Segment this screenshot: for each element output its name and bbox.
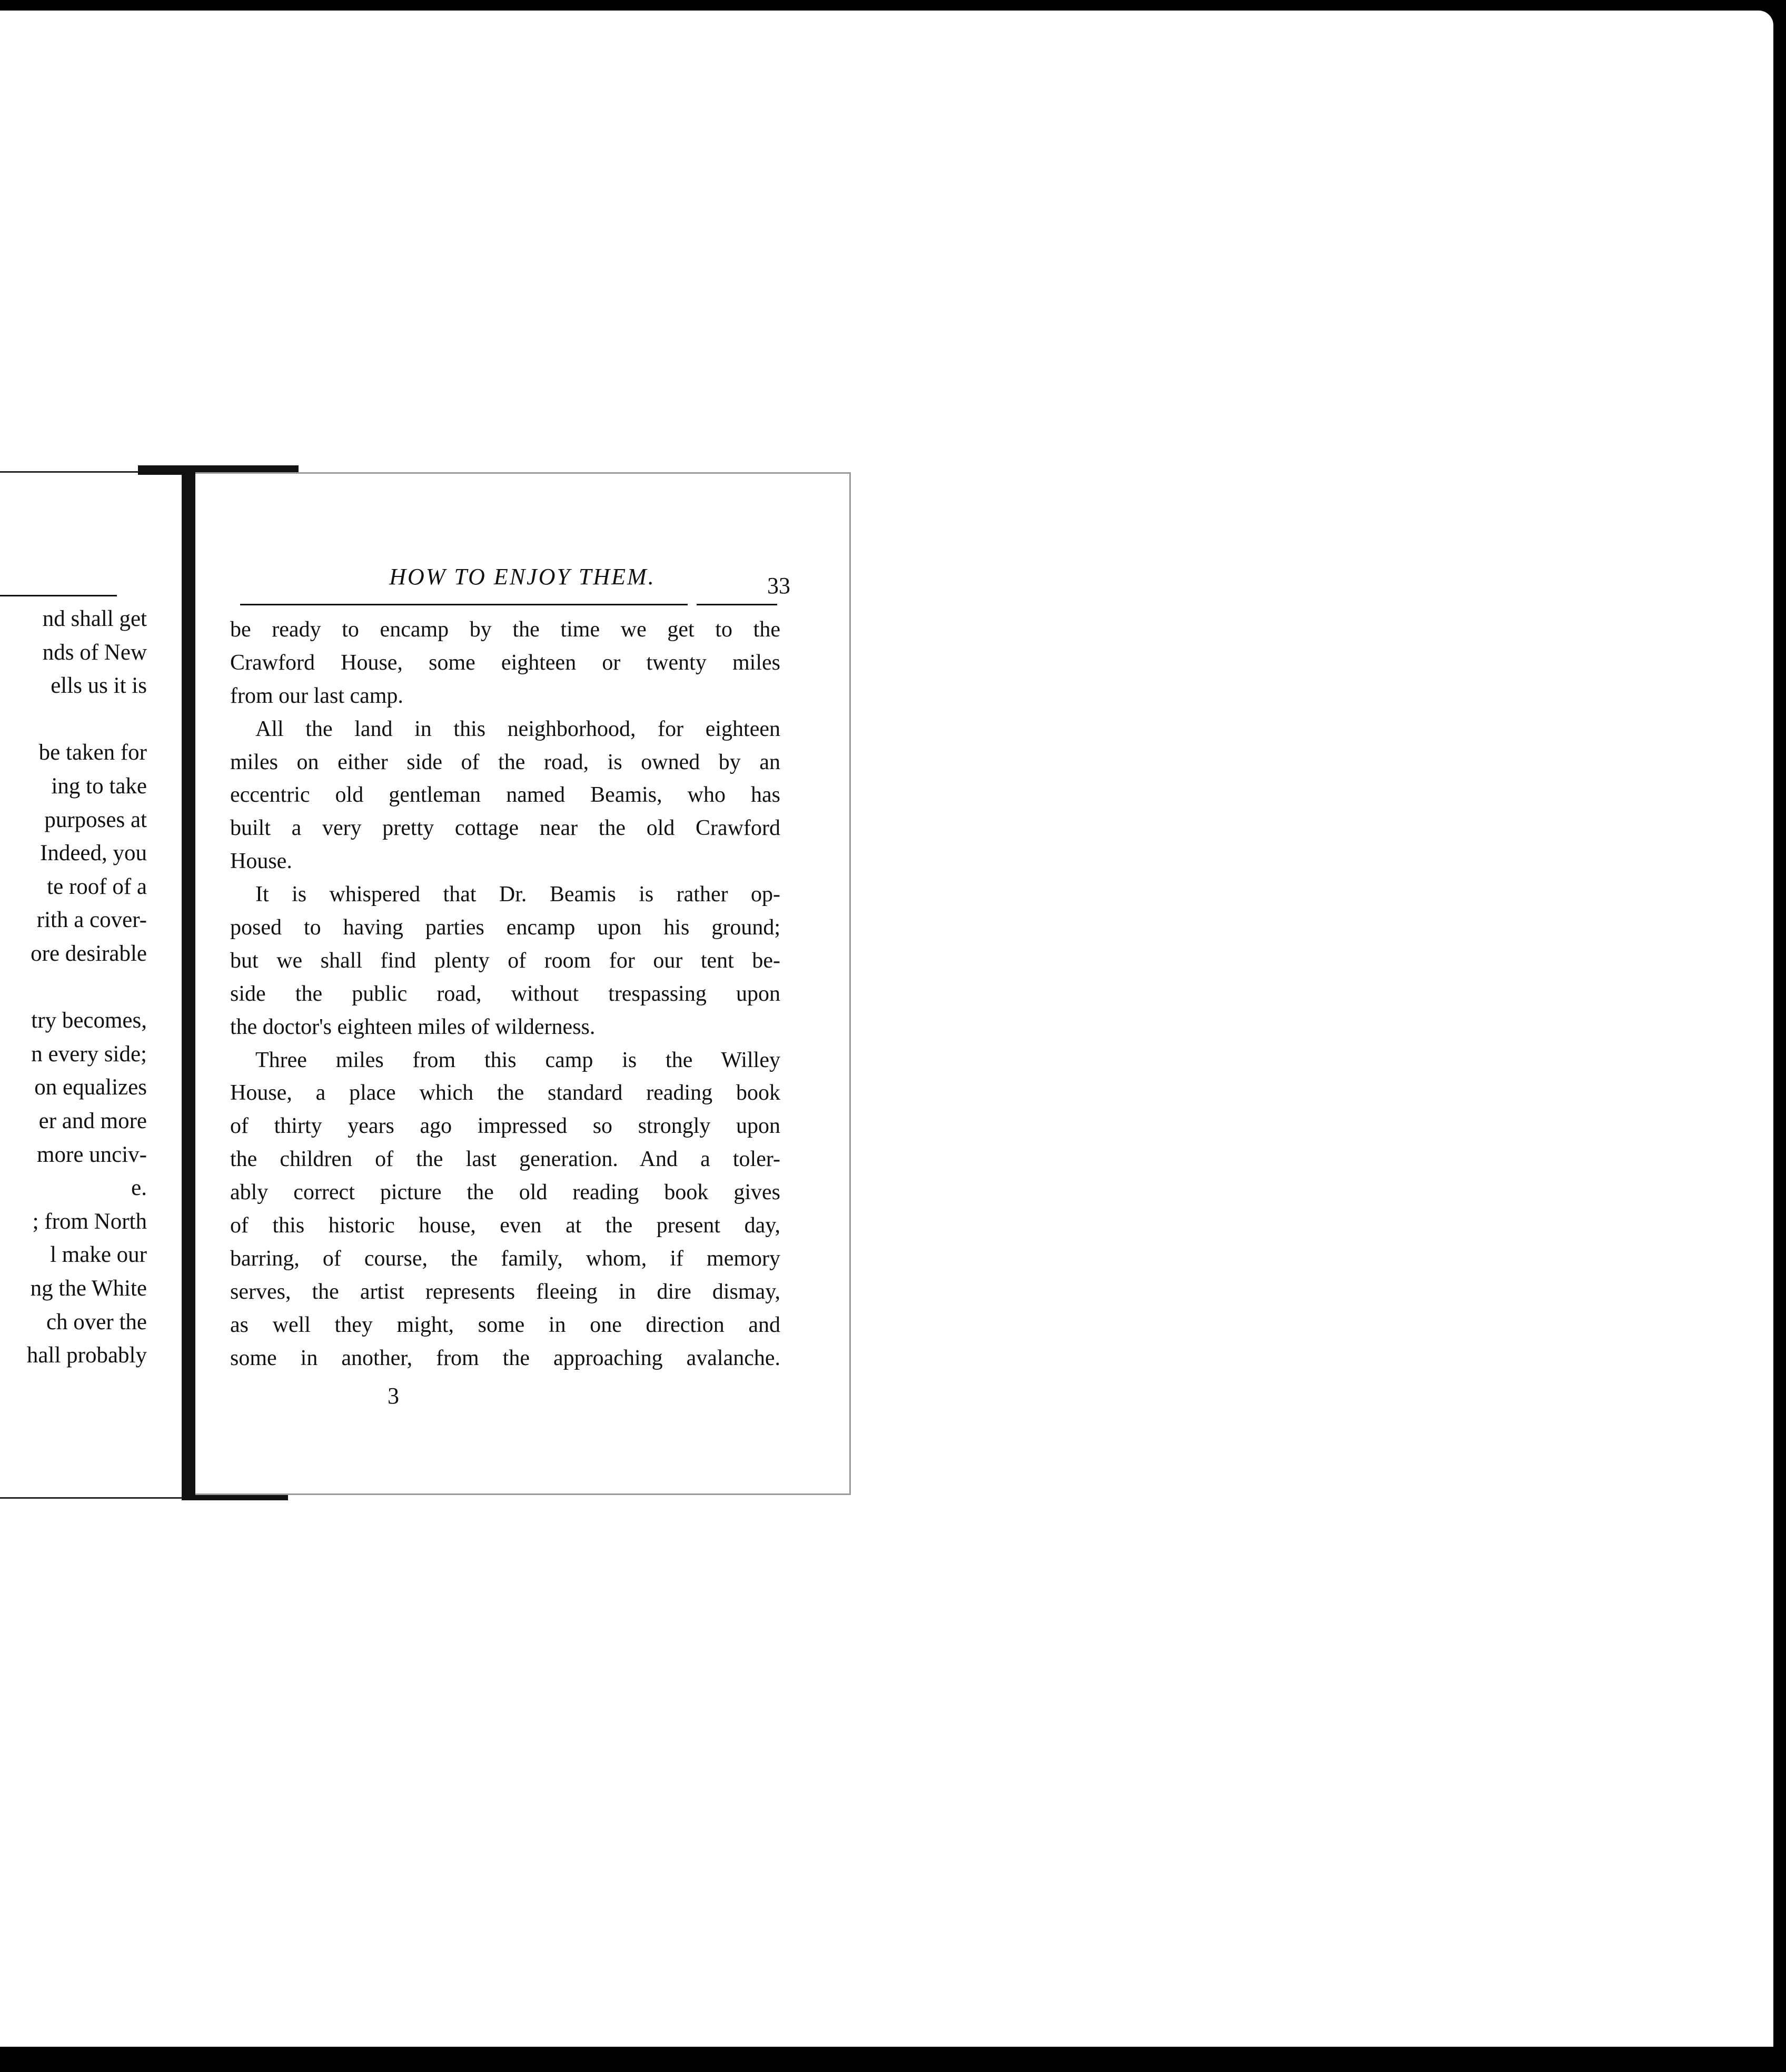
right-page bbox=[195, 472, 851, 1495]
left-page-line: Indeed, you bbox=[40, 841, 147, 866]
text-line: the doctor's eighteen miles of wilderness. bbox=[230, 1014, 596, 1039]
left-page-line: ; from North bbox=[32, 1209, 147, 1234]
left-page-line: ore desirable bbox=[31, 941, 147, 966]
left-page-line: nds of New bbox=[42, 640, 147, 665]
left-page-line: ng the White bbox=[30, 1276, 147, 1301]
left-page-line: l make our bbox=[50, 1242, 147, 1268]
text-line: House. bbox=[230, 849, 292, 874]
left-page-line: try becomes, bbox=[31, 1008, 147, 1033]
left-page-line: more unciv- bbox=[37, 1142, 147, 1167]
left-page-line: purposes at bbox=[44, 807, 147, 832]
left-page-line: te roof of a bbox=[47, 874, 147, 899]
left-page-line: hall probably bbox=[26, 1343, 147, 1368]
header-rule bbox=[240, 604, 688, 605]
signature-mark: 3 bbox=[388, 1383, 399, 1409]
text-line: barring, of course, the family, whom, if memory bbox=[230, 1246, 780, 1271]
left-page-text bbox=[0, 473, 182, 1497]
text-line: be ready to encamp by the time we get to the bbox=[230, 617, 780, 642]
text-line: but we shall find plenty of room for our tent be- bbox=[230, 948, 780, 973]
left-page-line: ing to take bbox=[51, 774, 147, 799]
left-page-line: ells us it is bbox=[51, 673, 147, 699]
header-rule-short bbox=[697, 604, 777, 605]
page-number: 33 bbox=[767, 573, 790, 599]
left-page-line: n every side; bbox=[31, 1041, 147, 1067]
text-line: posed to having parties encamp upon his ground; bbox=[230, 915, 780, 940]
left-page-line: be taken for bbox=[38, 740, 147, 765]
text-line: some in another, from the approaching avalanche. bbox=[230, 1346, 780, 1370]
text-line: It is whispered that Dr. Beamis is rather op- bbox=[255, 882, 780, 907]
book-spine bbox=[182, 465, 195, 1497]
text-line: the children of the last generation. And a toler- bbox=[230, 1147, 780, 1172]
left-page-line: on equalizes bbox=[34, 1075, 147, 1100]
text-line: from our last camp. bbox=[230, 683, 403, 708]
text-line: House, a place which the standard reading book bbox=[230, 1081, 780, 1105]
left-page-line: nd shall get bbox=[42, 606, 147, 631]
text-line: eccentric old gentleman named Beamis, who has bbox=[230, 783, 780, 808]
left-page-line: e. bbox=[131, 1176, 147, 1201]
text-line: built a very pretty cottage near the old Crawford bbox=[230, 816, 780, 841]
text-line: All the land in this neighborhood, for eighteen bbox=[255, 716, 780, 741]
left-page-line: rith a cover- bbox=[36, 908, 147, 933]
running-head: HOW TO ENJOY THEM. bbox=[389, 564, 656, 590]
text-line: Three miles from this camp is the Willey bbox=[255, 1048, 780, 1072]
text-line: of this historic house, even at the present day, bbox=[230, 1213, 780, 1238]
text-line: of thirty years ago impressed so strongly upon bbox=[230, 1114, 780, 1139]
text-line: serves, the artist represents fleeing in dire dismay, bbox=[230, 1279, 780, 1304]
text-line: Crawford House, some eighteen or twenty miles bbox=[230, 650, 780, 675]
text-line: ably correct picture the old reading book gives bbox=[230, 1180, 780, 1205]
text-line: side the public road, without trespassing upon bbox=[230, 981, 780, 1006]
text-line: miles on either side of the road, is owned by an bbox=[230, 750, 780, 774]
left-page-line: ch over the bbox=[46, 1309, 147, 1334]
text-line: as well they might, some in one direction and bbox=[230, 1312, 780, 1337]
left-page bbox=[0, 471, 182, 1499]
left-page-line: er and more bbox=[38, 1109, 147, 1133]
body-text bbox=[230, 613, 780, 1374]
